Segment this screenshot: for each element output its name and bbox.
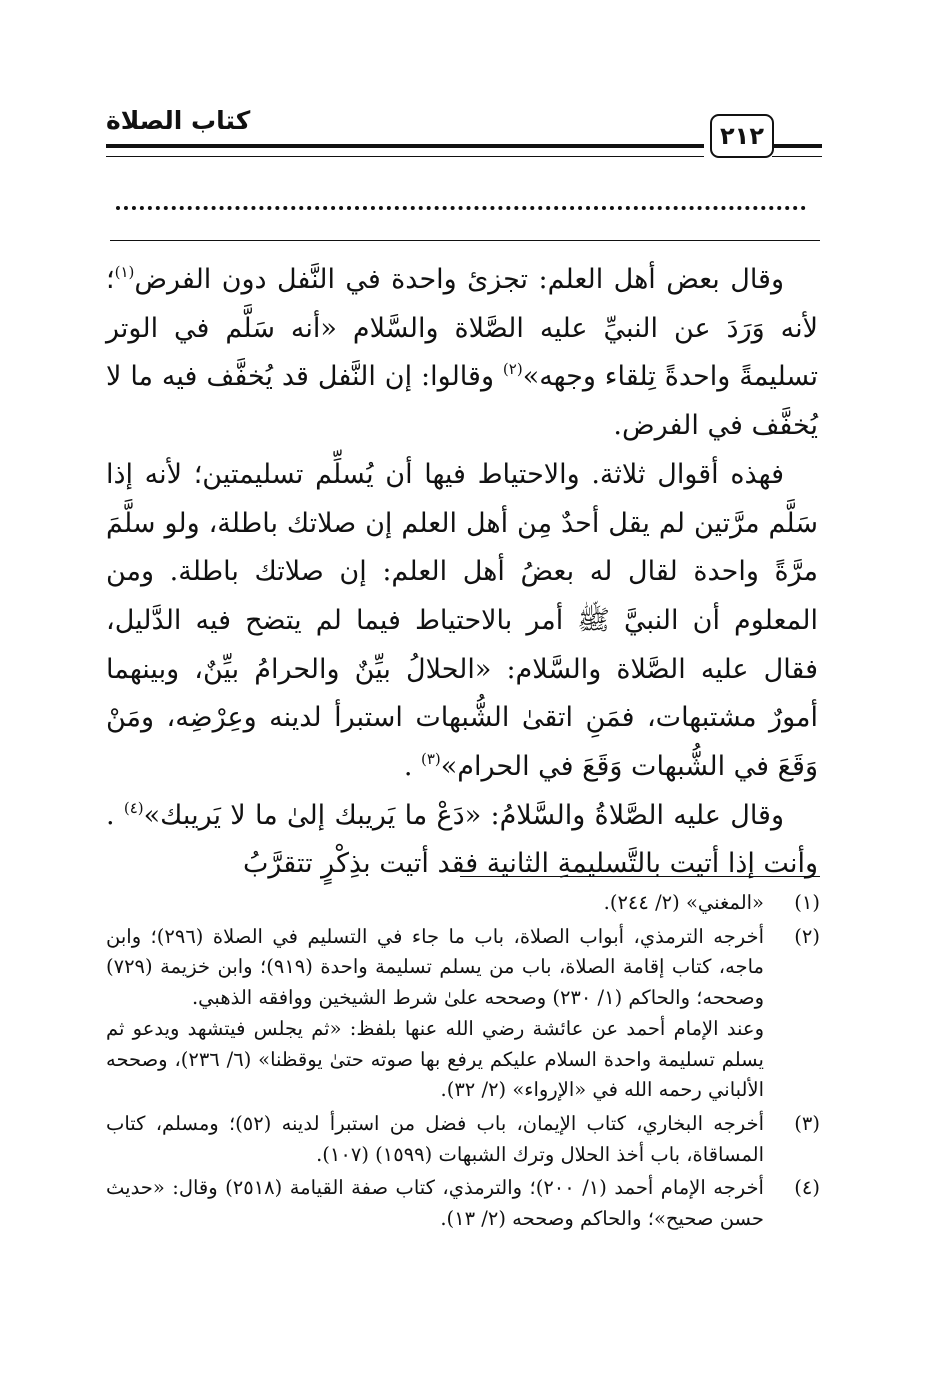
paragraph-1-text-b: ؛ لأنه وَرَدَ عن النبيِّ عليه الصَّلاة والسَّلام «أنه سَلَّم في الوتر تسليمةً واحدةً تِلقاء وجهه»	[106, 264, 818, 393]
footnote-text-main: «المغني» (٢/ ٢٤٤).	[603, 891, 764, 914]
footnote-ref-4[interactable]: (٤)	[123, 798, 144, 817]
footnote-text	[106, 1173, 764, 1234]
footnotes	[106, 888, 820, 1238]
paragraph-3	[106, 792, 818, 889]
footnote-ref-1[interactable]: (١)	[114, 263, 135, 281]
footnote-text-main: أخرجه الإمام أحمد (١/ ٢٠٠)؛ والترمذي، كتاب صفة القيامة (٢٥١٨) وقال: «حديث حسن صحيح»؛ والحاكم وصححه (٢/ ١٣).	[106, 1176, 764, 1231]
paragraph-2-text-a: فهذه أقوال ثلاثة. والاحتياط فيها أن يُسلِّم تسليمتين؛ لأنه إذا سَلَّم مرَّتين لم يقل أحدٌ مِن أهل العلم إن صلاتك باطلة، ولو سلَّمَ مرَّةً واحدة لقال له بعضُ أهل العلم: إن صلاتك باطلة. ومن المعلوم أن النبيَّ ﷺ أمر بالاحتياط فيما لم يتضح فيه الدَّليل، فقال عليه الصَّلاة والسَّلام: «الحلالُ بيِّنٌ والحرامُ بيِّنٌ، وبينهما أمورٌ مشتبهات، فمَنِ اتقىٰ الشُّبهات استبرأ لدينه وعِرْضِه، ومَنْ وَقَعَ في الشُّبهات وَقَعَ في الحرام»	[106, 458, 818, 783]
page-number: ٢١٢	[710, 114, 774, 158]
footnote-number: (٤)	[794, 1176, 820, 1200]
footnote-1	[106, 888, 820, 919]
footnote-text	[106, 922, 764, 1106]
running-title: كتاب الصلاة	[106, 106, 251, 135]
footnotes-rule	[460, 876, 820, 877]
paragraph-3-text-a: وقال عليه الصَّلاةُ والسَّلامُ: «دَعْ ما يَريبك إلىٰ ما لا يَريبك»	[143, 799, 784, 831]
footnote-text	[106, 1109, 764, 1170]
footnote-ref-2[interactable]: (٢)	[502, 360, 523, 379]
paragraph-2	[106, 451, 818, 792]
paragraph-1-text-a: وقال بعض أهل العلم: تجزئ واحدة في النَّفل دون الفرض	[134, 264, 784, 295]
page-header	[106, 106, 822, 164]
footnote-number: (٢)	[794, 924, 820, 948]
main-text	[106, 256, 818, 889]
footnote-ref-3[interactable]: (٣)	[421, 750, 441, 769]
paragraph-1-text-c: وقالوا: إن النَّفل قد يُخفَّف فيه ما لا يُخفَّف في الفرض.	[106, 361, 818, 442]
body-top-rule	[110, 240, 820, 241]
header-double-rule	[106, 144, 704, 157]
paragraph-2-text-b: .	[403, 751, 421, 783]
footnote-4	[106, 1173, 820, 1234]
footnote-text-main: أخرجه الترمذي، أبواب الصلاة، باب ما جاء في التسليم في الصلاة (٢٩٦)؛ وابن ماجه، كتاب إقامة الصلاة، باب من يسلم تسليمة واحدة (٩١٩)؛ وابن خزيمة (٧٢٩) وصححه؛ والحاكم (١/ ٢٣٠) وصححه علىٰ شرط الشيخين ووافقه الذهبي.	[106, 924, 764, 1010]
paragraph-3-text-b: . وأنت إذا أتيت بالتَّسليمةِ الثانية فقد أتيت بذِكْرٍ تتقرَّبُ	[106, 799, 818, 880]
header-double-rule-short	[772, 144, 822, 157]
footnote-number: (٣)	[794, 1111, 820, 1135]
footnote-3	[106, 1109, 820, 1170]
dotted-separator	[116, 200, 806, 210]
footnote-number: (١)	[794, 891, 820, 914]
footnote-text-main: أخرجه البخاري، كتاب الإيمان، باب فضل من استبرأ لدينه (٥٢)؛ ومسلم، كتاب المساقاة، باب أخذ الحلال وترك الشبهات (١٥٩٩) (١٠٧).	[106, 1111, 764, 1166]
footnote-text	[106, 888, 764, 919]
footnote-2	[106, 922, 820, 1106]
footnote-text-extra: وعند الإمام أحمد عن عائشة رضي الله عنها بلفظ: «ثم يجلس فيتشهد ويدعو ثم يسلم تسليمة واحدة السلام عليكم يرفع بها صوته حتىٰ يوقظنا» (٦/ ٢٣٦)، وصححه الألباني رحمه الله في «الإرواء» (٢/ ٣٢).	[106, 1016, 764, 1102]
paragraph-1	[106, 256, 818, 451]
